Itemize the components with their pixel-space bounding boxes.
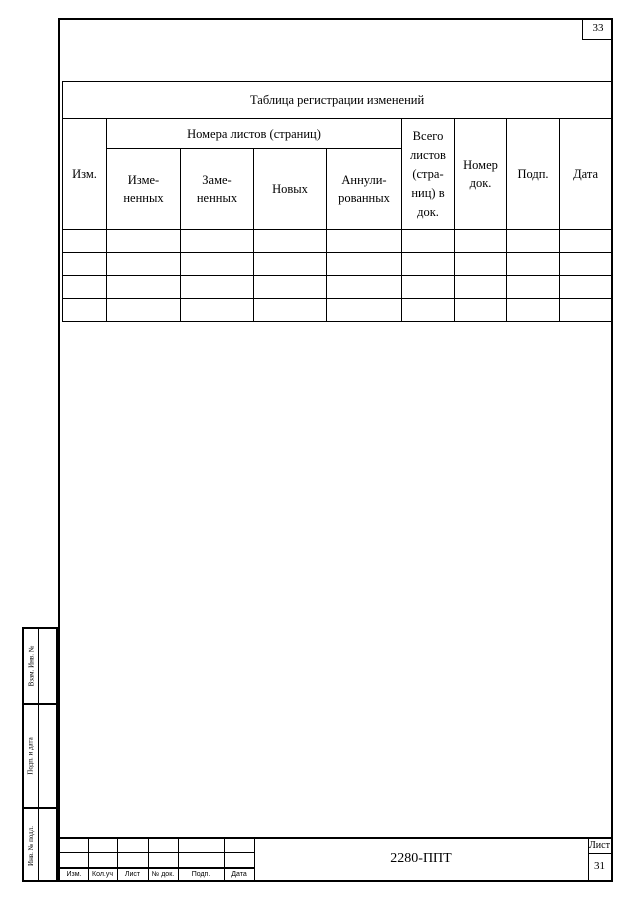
label-vzam-inv: Взам. Инв. № xyxy=(27,645,36,687)
stamp-data: Дата xyxy=(231,871,247,878)
stamp-doc-no: № док. xyxy=(151,871,175,878)
stamp-kol-uch: Кол.уч xyxy=(92,871,113,878)
stamp-podp: Подп. xyxy=(191,871,211,878)
label-inv-podl: Инв. № подл. xyxy=(27,825,36,866)
col-doc-number: Номер док. xyxy=(455,119,507,230)
col-izm: Изм. xyxy=(63,119,107,230)
table-row xyxy=(63,253,612,276)
col-signature: Подп. xyxy=(507,119,560,230)
col-date: Дата xyxy=(560,119,612,230)
table-row xyxy=(63,276,612,299)
col-changed: Изме- ненных xyxy=(107,149,181,230)
group-sheet-numbers: Номера листов (страниц) xyxy=(107,119,402,149)
stamp-izm: Изм. xyxy=(66,871,82,878)
change-registration-table xyxy=(62,81,612,322)
label-podp-data: Подп. и дата xyxy=(27,737,35,775)
table-title: Таблица регистрации изменений xyxy=(63,82,612,119)
page-number: 33 xyxy=(582,18,613,40)
stamp-list: Лист xyxy=(124,871,141,878)
binding-strip xyxy=(22,627,58,882)
sheet-number: 31 xyxy=(594,860,605,872)
sheet-label: Лист xyxy=(589,840,610,851)
col-total-sheets: Всего листов (стра- ниц) в док. xyxy=(402,119,455,230)
table-row xyxy=(63,230,612,253)
col-new: Новых xyxy=(254,149,327,230)
col-cancelled: Аннули- рованных xyxy=(327,149,402,230)
col-replaced: Заме- ненных xyxy=(181,149,254,230)
table-row xyxy=(63,299,612,322)
title-block xyxy=(60,837,611,881)
document-code: 2280-ППТ xyxy=(390,851,452,866)
